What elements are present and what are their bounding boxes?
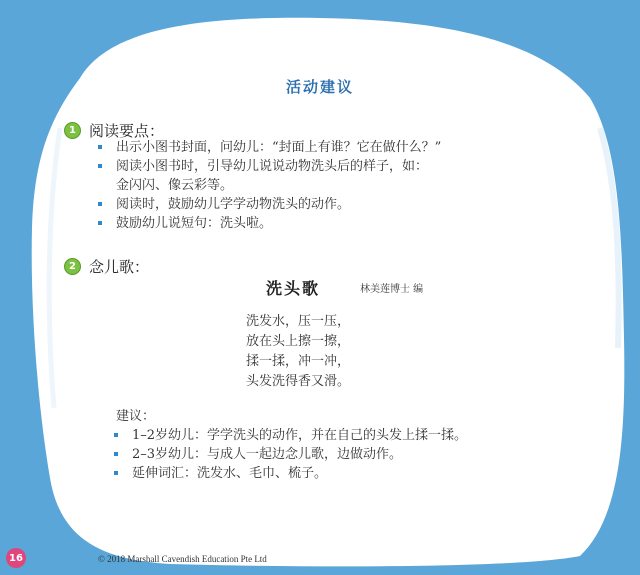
list-item: 延伸词汇：洗发水、毛巾、梳子。 <box>112 464 467 483</box>
section-heading: 念儿歌： <box>89 258 150 276</box>
number-badge-2: 2 <box>64 258 81 275</box>
poem-line: 洗发水，压一压， <box>246 314 351 329</box>
list-item: 出示小图书封面，问幼儿：“封面上有谁？它在做什么？” <box>96 138 441 157</box>
list-item: 阅读时，鼓励幼儿学学动物洗头的动作。 <box>96 195 441 214</box>
copyright-notice: © 2018 Marshall Cavendish Education Pte Ltd <box>98 554 267 564</box>
page-title: 活动建议 <box>285 78 354 96</box>
reading-points-list <box>96 138 441 233</box>
section-nursery-rhyme <box>64 256 149 277</box>
number-badge-1: 1 <box>64 122 81 139</box>
page-number-badge: 16 <box>6 548 26 568</box>
list-item: 阅读小图书时，引导幼儿说说动物洗头后的样子，如： <box>96 157 441 176</box>
poem-line: 揉一揉，冲一冲， <box>246 354 351 369</box>
list-item-continuation: 金闪闪、像云彩等。 <box>116 178 234 193</box>
poem-line: 放在头上擦一擦， <box>246 334 351 349</box>
suggestions-list <box>112 426 467 483</box>
list-item: 2–3岁幼儿：与成人一起边念儿歌，边做动作。 <box>112 445 467 464</box>
poem-line: 头发洗得香又滑。 <box>246 374 351 389</box>
poem-body <box>246 312 350 392</box>
list-item: 1–2岁幼儿：学学洗头的动作，并在自己的头发上揉一揉。 <box>112 426 467 445</box>
poem-author: 林美莲博士 编 <box>360 284 424 295</box>
section-heading: 阅读要点： <box>89 122 165 140</box>
poem-title: 洗头歌 <box>266 279 321 298</box>
suggestion-label: 建议： <box>116 409 156 424</box>
list-item: 鼓励幼儿说短句：洗头啦。 <box>96 214 441 233</box>
